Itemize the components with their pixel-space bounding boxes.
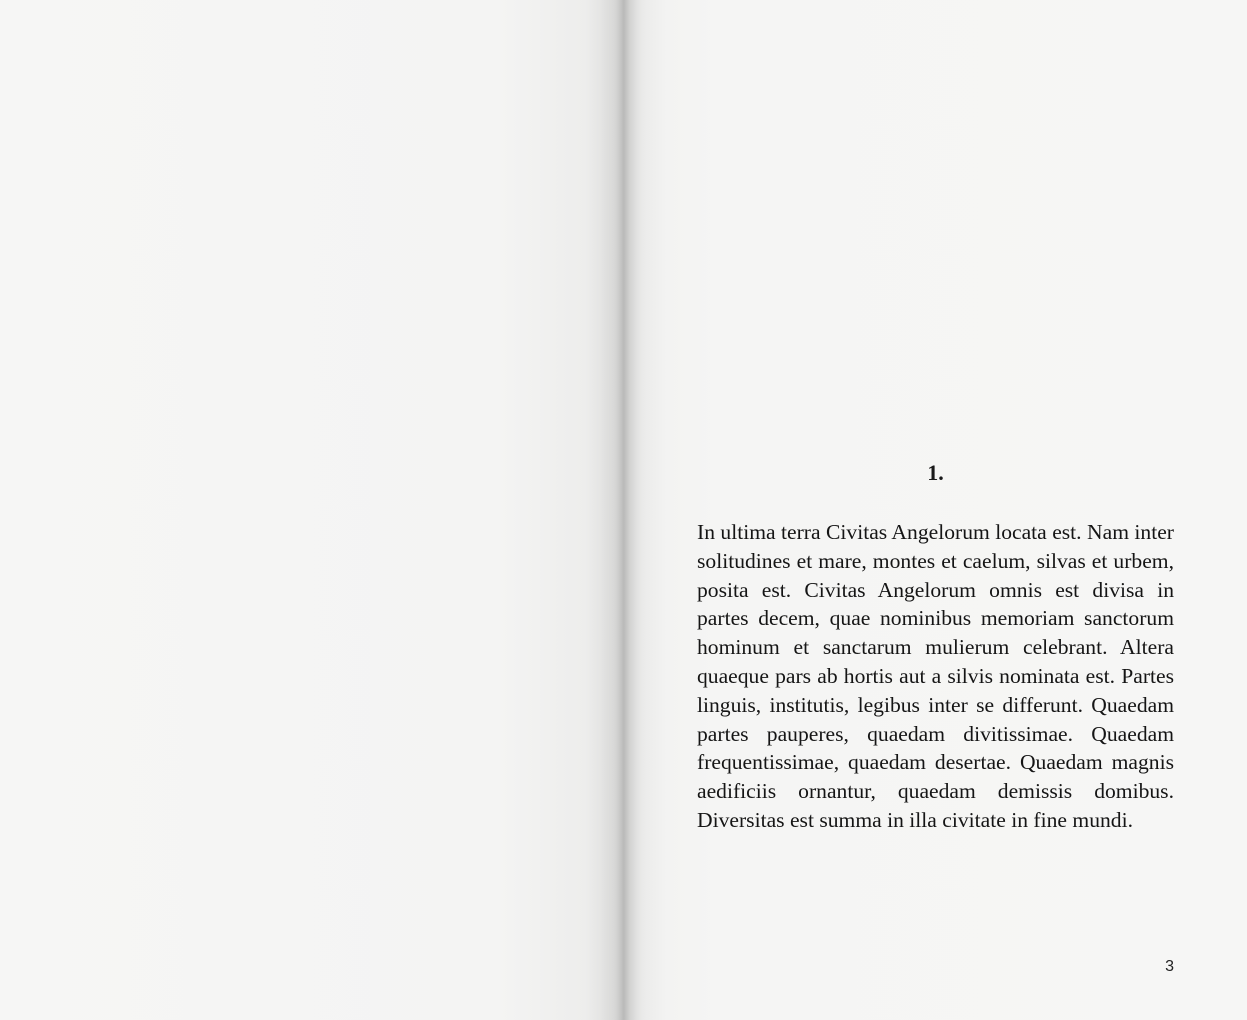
chapter-number: 1. xyxy=(927,460,944,485)
body-paragraph: In ultima terra Civitas Angelorum locata est. Nam inter solitudines et mare, montes et caelum, silvas et urbem, posita est. Civitas Angelorum omnis est divisa in partes decem, quae nominibus memoriam sanctorum hominum et sanctarum mulierum celebrant. Altera quaeque pars ab hortis aut a silvis nominata est. Partes linguis, institutis, legibus inter se differunt. Quaedam partes pauperes, quaedam divitissimae. Quaedam frequentissimae, quaedam desertae. Quaedam magnis aedificiis ornantur, quaedam demissis domibus. Diversitas est summa in illa civitate in fine mundi. xyxy=(697,520,1174,832)
right-page xyxy=(623,0,1247,1020)
left-page xyxy=(0,0,623,1020)
page-number: 3 xyxy=(1165,958,1174,975)
